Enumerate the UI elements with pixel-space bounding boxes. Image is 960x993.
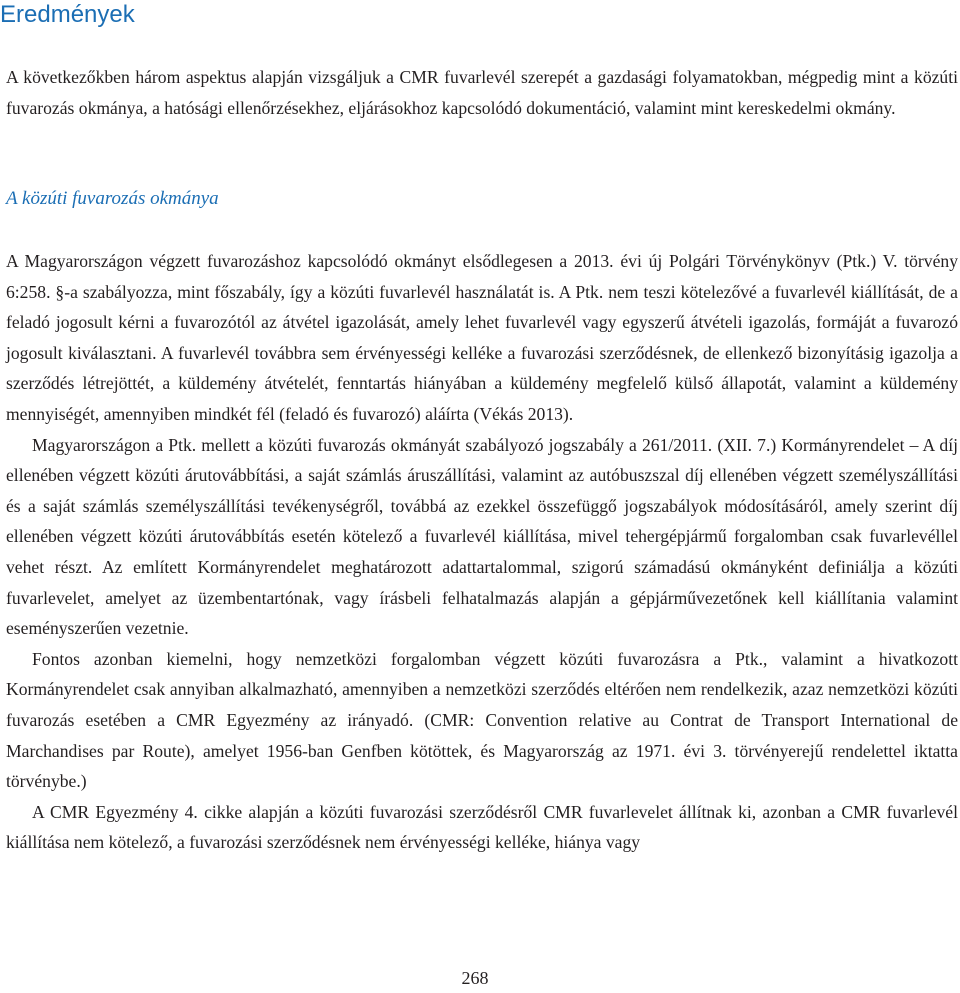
section-title: Eredmények [0,1,135,28]
intro-block [6,62,958,123]
paragraph-cmr-article-4: A CMR Egyezmény 4. cikke alapján a közúti fuvarozási szerződésről CMR fuvarlevelet állítnak ki, azonban a CMR fuvarlevél kiállítása nem kötelező, a fuvarozási szerződésnek nem érvényességi kelléke, hiánya vagy [6,801,958,853]
page-number: 268 [461,968,489,988]
subheading-road-transport-document: A közúti fuvarozás okmánya [6,188,219,209]
intro-paragraph: A következőkben három aspektus alapján vizsgáljuk a CMR fuvarlevél szerepét a gazdasági folyamatokban, mégpedig mint a közúti fuvarozás okmánya, a hatósági ellenőrzésekhez, eljárásokhoz kapcsolódó dokumentáció, valamint mint kereskedelmi okmány. [6,67,958,118]
body-text [6,246,958,858]
paragraph-government-decree: Magyarországon a Ptk. mellett a közúti fuvarozás okmányát szabályozó jogszabály a 261/2011. (XII. 7.) Kormányrendelet – A díj ellenében végzett közúti árutovábbítási, a saját számlás áruszállítási, valamint az autóbuszszal díj ellenében végzett személyszállítási és a saját számlás személyszállítási tevékenységről, továbbá az ezekkel összefüggő jogszabályok módosításáról, amely szerint díj ellenében végzett közúti árutovábbítás esetén kötelező a fuvarlevél kiállítása, mivel tehergépjármű forgalomban csak fuvarlevéllel vehet részt. Az említett Kormányrendelet meghatározott adattartalommal, szigorú számadású okmányként definiálja a közúti fuvarlevelet, amelyet az üzembentartónak, vagy írásbeli felhatalmazás alapján a gépjárművezetőnek kell kiállítania valamint eseményszerűen vezetnie. [6,434,958,639]
paragraph-international-transport: Fontos azonban kiemelni, hogy nemzetközi forgalomban végzett közúti fuvarozásra a Ptk., valamint a hivatkozott Kormányrendelet csak annyiban alkalmazható, amennyiben a nemzetközi szerződés eltérően nem rendelkezik, azaz nemzetközi közúti fuvarozás esetében a CMR Egyezmény az irányadó. (CMR: Convention relative au Contrat de Transport International de Marchandises par Route), amelyet 1956-ban Genfben kötöttek, és Magyarország az 1971. évi 3. törvényerejű rendelettel iktatta törvénybe.) [6,648,958,792]
paragraph-ptk: A Magyarországon végzett fuvarozáshoz kapcsolódó okmányt elsődlegesen a 2013. évi új Polgári Törvénykönyv (Ptk.) V. törvény 6:258. §-a szabályozza, mint főszabály, így a közúti fuvarlevél használatát is. A Ptk. nem teszi kötelezővé a fuvarlevél kiállítását, de a feladó jogosult kérni a fuvarozótól az átvétel igazolását, amely lehet fuvarlevél vagy egyszerű átvételi igazolás, formáját a fuvarozó jogosult kiválasztani. A fuvarlevél továbbra sem érvényességi kelléke a fuvarozási szerződésnek, de ellenkező bizonyításig igazolja a szerződés létrejöttét, a küldemény átvételét, fenntartás hiányában a küldemény megfelelő külső állapotát, valamint a küldemény mennyiségét, amennyiben mindkét fél (feladó és fuvarozó) aláírta (Vékás 2013). [6,251,958,424]
